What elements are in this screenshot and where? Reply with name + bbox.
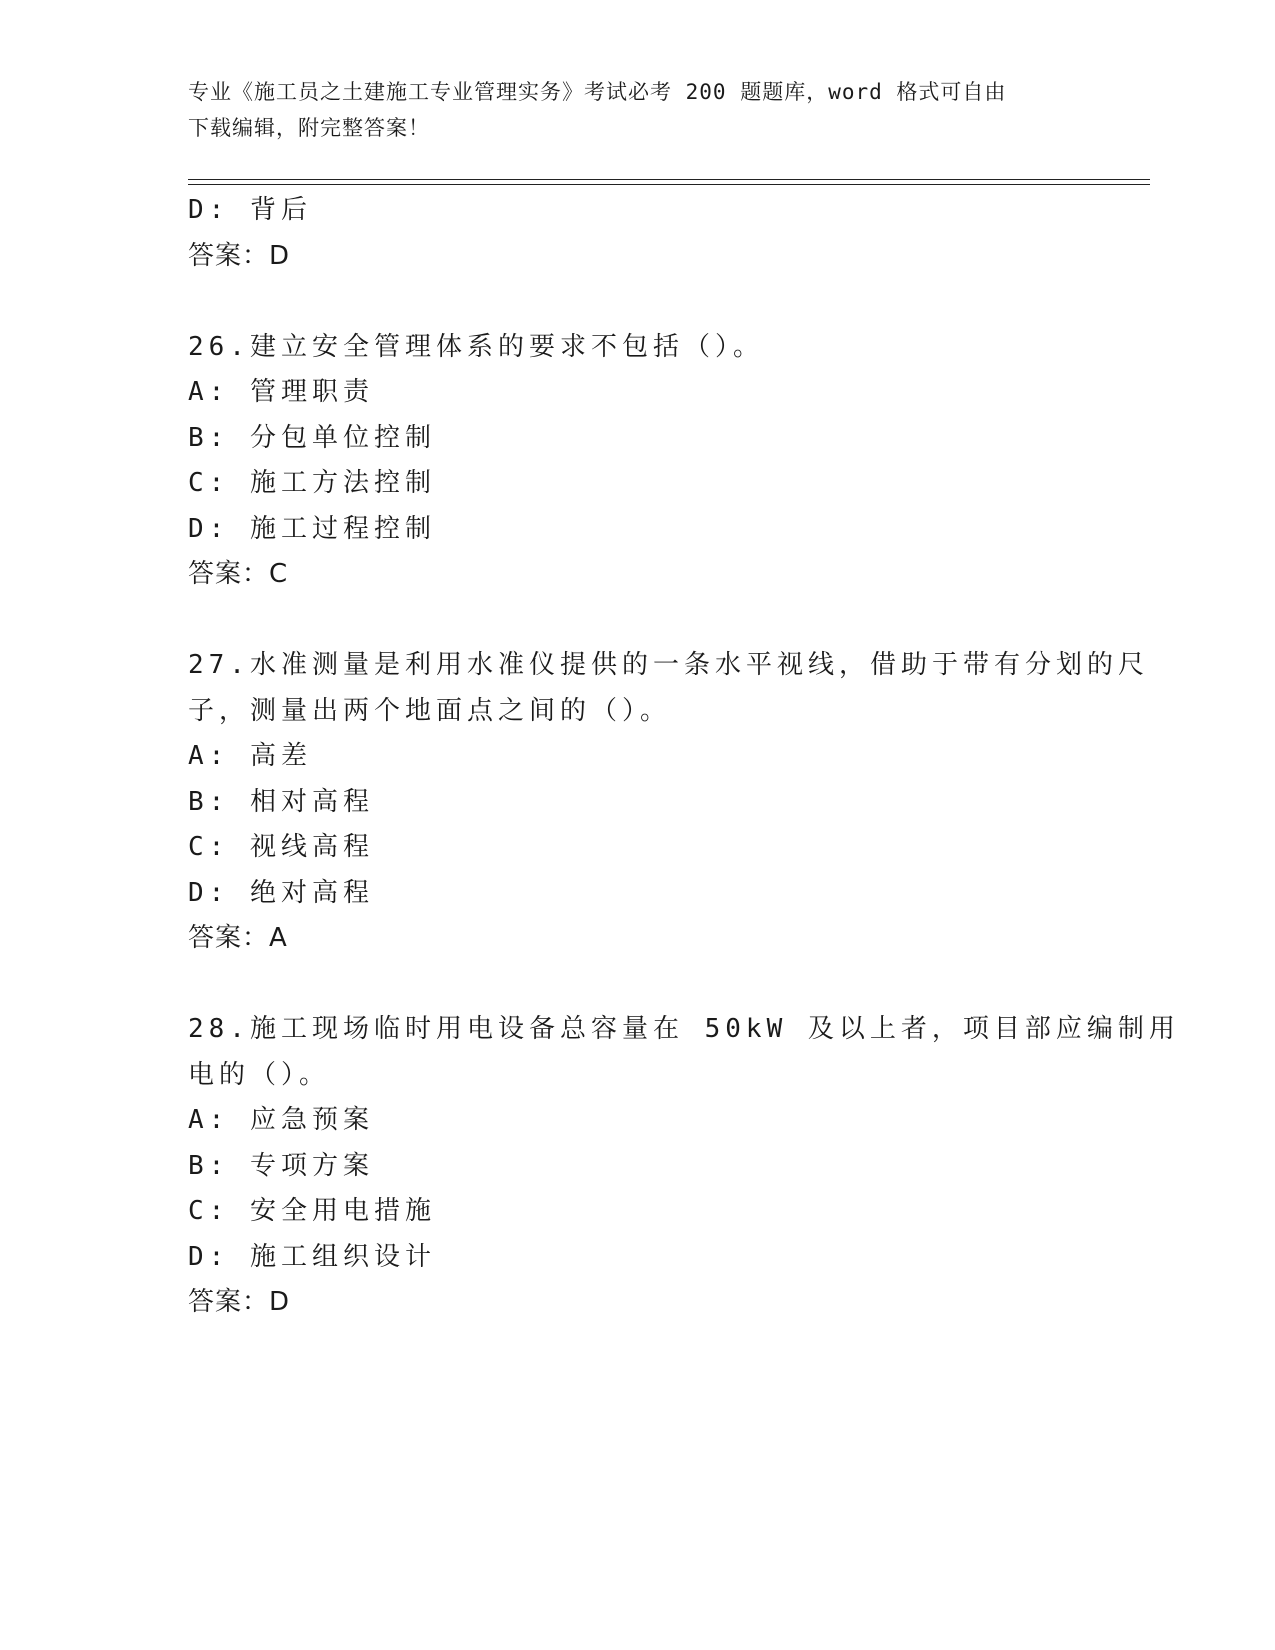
header-divider-line [188, 179, 1150, 180]
answer-line: 答案：D [188, 1287, 291, 1317]
question-stem: 28.施工现场临时用电设备总容量在 50kW 及以上者，项目部应编制用 [188, 1014, 1180, 1044]
spacer [188, 598, 1088, 644]
answer-line: 答案：C [188, 559, 289, 589]
option-d: D: 绝对高程 [188, 877, 374, 908]
option-d: D: 背后 [188, 195, 312, 225]
question-28 [188, 1007, 1180, 1326]
document-header [188, 74, 1068, 146]
header-line: 下载编辑，附完整答案！ [188, 116, 430, 140]
question-stem: 26.建立安全管理体系的要求不包括（）。 [188, 331, 764, 362]
previous-question-tail [188, 188, 1088, 279]
option-c: C: 安全用电措施 [188, 1196, 436, 1226]
question-26 [188, 325, 1088, 598]
option-d: D: 施工过程控制 [188, 513, 436, 544]
option-b: B: 专项方案 [188, 1150, 374, 1181]
option-a: A: 管理职责 [188, 377, 374, 407]
answer-line: 答案：A [188, 923, 288, 953]
option-a: A: 高差 [188, 741, 312, 771]
answer-line: 答案：D [188, 240, 291, 271]
question-stem: 27.水准测量是利用水准仪提供的一条水平视线，借助于带有分划的尺 [188, 650, 1149, 680]
question-list [188, 188, 1180, 1326]
option-b: B: 相对高程 [188, 786, 374, 817]
option-c: C: 视线高程 [188, 832, 374, 862]
header-divider-line [188, 184, 1150, 185]
option-a: A: 应急预案 [188, 1105, 374, 1135]
option-b: B: 分包单位控制 [188, 422, 436, 453]
spacer [188, 279, 1088, 325]
question-27 [188, 643, 1149, 962]
question-stem-continued: 电的（）。 [188, 1059, 331, 1090]
option-c: C: 施工方法控制 [188, 468, 436, 498]
option-d: D: 施工组织设计 [188, 1241, 436, 1272]
question-stem-continued: 子，测量出两个地面点之间的（）。 [188, 695, 672, 726]
header-line: 专业《施工员之土建施工专业管理实务》考试必考 200 题题库，word 格式可自由 [188, 80, 1007, 104]
spacer [188, 962, 1088, 1008]
